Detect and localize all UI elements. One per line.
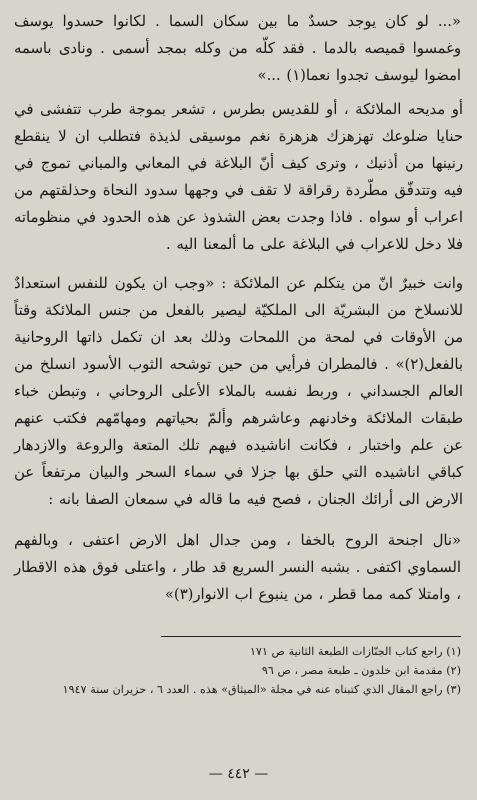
footnote-item: (٢) مقدمة ابن خلدون ـ طبعة مصر ، ص ٩٦: [261, 664, 461, 677]
footnotes-list: [14, 642, 461, 699]
page-number: — ٤٤٢ —: [208, 766, 269, 782]
footnote-item: (٣) راجع المقال الذي كتبناه عنه في مجلة «الميثاق» هذه . العدد ٦ ، حزيران سنة ١٩٤٧: [62, 683, 461, 696]
quote-paragraph-joseph: «... لو كان يوجد حسدٌ ما بين سكان السما . لكانوا حسدوا يوسف وغمسوا قميصه بالدما . فقد كلّه من وكله بمجد أسمى . ونادى باسمه امضوا ليوسف تجدوا نعما(١) ...»: [14, 13, 461, 84]
paragraph-angels-praise: أو مديحه الملائكة ، أو للقديس بطرس ، تشعر بموجة طرب تتفشى في حنايا ضلوعك تهزهزك هزهزة نغم موسيقى لذيذة فتطلب ان لا ينقطع رنينها من أذنيك ، وترى كيف أنّ البلاغة في المعاني والمباني تموج في فيه وتتدفّق مطّردة رقراقة لا تقف في وجهها سدود النحاة وحذلقتهم من اعراب أو سواه . فاذا وجدت بعض الشذوذ عن هذه الحدود في منظوماته فلا دخل للاعراب في البلاغة على ما ألمعنا اليه .: [14, 101, 463, 253]
paragraph-angels-discussion: وانت خبيرٌ انّ من يتكلم عن الملائكة : «وجب ان يكون للنفس استعدادٌ للانسلاخ من البشريّة الى الملكيّة ليصير بالفعل من جنس الملائكة وقتاً من الأوقات في لمحة من اللمحات وذلك بعد ان تكمل ذاتها الروحانية بالفعل(٢)» . فالمطران فرأيي من حين توشحه الثوب الأسود انسلخ من العالم الجسداني ، وربط نفسه بالملاء الأعلى الروحاني ، وتبطن خباء طبقات الملائكة وخادنهم وعاشرهم وألمّ بحياتهم ومهامّهم فكتب عنهم عن علم واختبار ، فكانت اناشيده فيهم تلك المتعة والروعة والازدهار كباقي اناشيده التي حلق بها جزلا في سماء السحر والبيان مرتفعاً عن الارض الى أرائك الجنان ، فصح فيه ما قاله في سمعان الصفا بانه :: [14, 275, 463, 508]
footnote-item: (١) راجع كتاب الجنّازات الطبعة الثانية ص ١٧١: [249, 645, 461, 658]
footnote-divider: [161, 636, 461, 637]
quote-paragraph-simon: «نال اجنحة الروح بالخفا ، ومن جدال اهل الارض اعتفى ، وبالفهم السماوي اكتفى . بشبه النسر السريع قد طار ، واعتلى فوق هذه الاقطار ، وامتلا كمه مما قطر ، من ينبوع اب الانوار(٣)»: [14, 532, 461, 603]
